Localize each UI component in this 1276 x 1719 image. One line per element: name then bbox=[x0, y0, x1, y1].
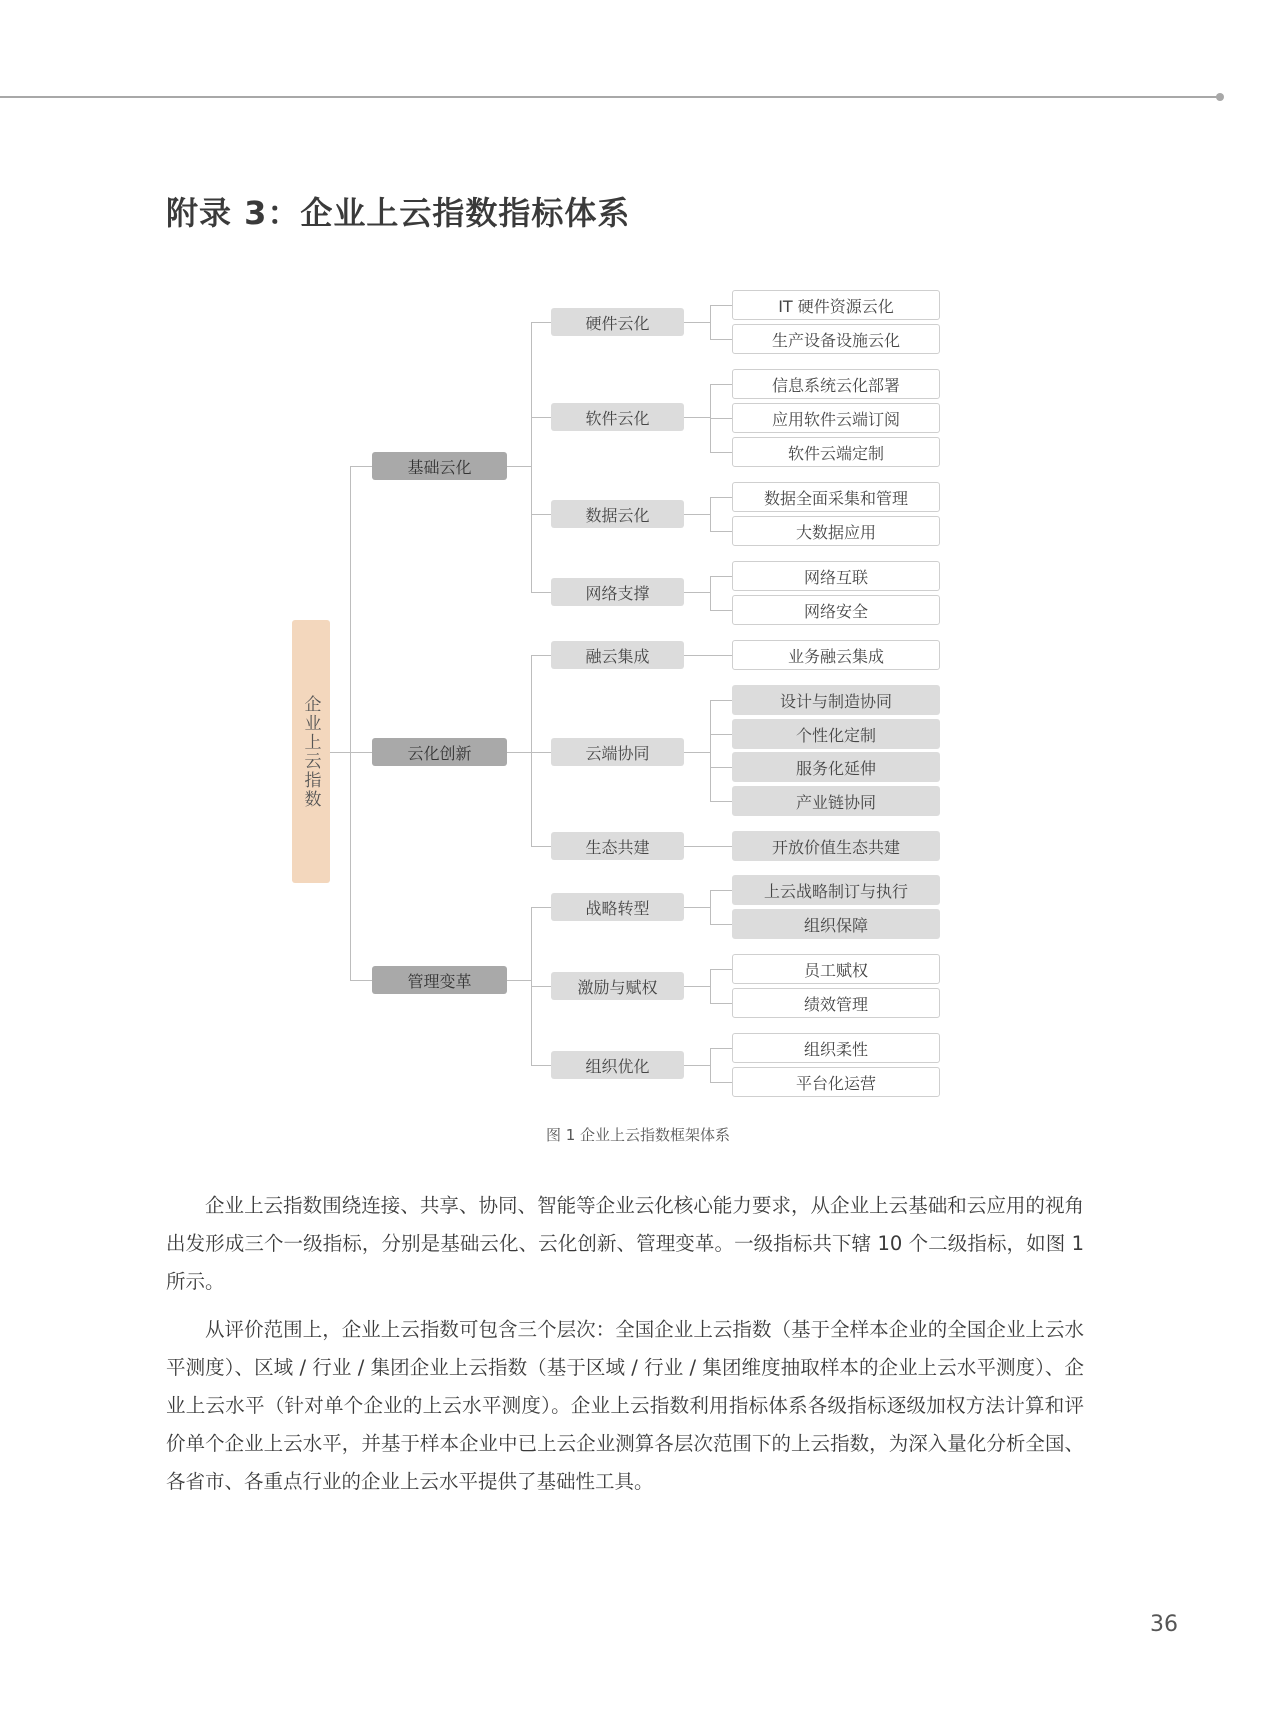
diagram-level3-node: 大数据应用 bbox=[732, 516, 940, 546]
connector-line bbox=[710, 924, 732, 925]
connector-line bbox=[710, 1082, 732, 1083]
figure-caption: 图 1 企业上云指数框架体系 bbox=[545, 1126, 731, 1144]
connector-line bbox=[710, 497, 732, 498]
connector-line bbox=[531, 846, 551, 847]
connector-line bbox=[531, 1065, 551, 1066]
connector-line bbox=[710, 418, 732, 419]
diagram-level1-node: 基础云化 bbox=[372, 452, 507, 480]
diagram-level2-node: 网络支撑 bbox=[551, 578, 684, 606]
connector-line bbox=[531, 322, 532, 592]
diagram-level3-node: 设计与制造协同 bbox=[732, 685, 940, 715]
connector-line bbox=[507, 980, 531, 981]
diagram-level2-node: 硬件云化 bbox=[551, 308, 684, 336]
diagram-level3-node: 生产设备设施云化 bbox=[732, 324, 940, 354]
connector-line bbox=[710, 1048, 711, 1082]
connector-line bbox=[684, 417, 710, 418]
diagram-level2-node: 生态共建 bbox=[551, 832, 684, 860]
connector-line bbox=[710, 1003, 732, 1004]
connector-line bbox=[710, 890, 732, 891]
diagram-level3-node: 软件云端定制 bbox=[732, 437, 940, 467]
connector-line bbox=[710, 576, 732, 577]
page-title: 附录 3：企业上云指数指标体系 bbox=[166, 194, 631, 232]
connector-line bbox=[531, 986, 551, 987]
diagram-level3-node: 应用软件云端订阅 bbox=[732, 403, 940, 433]
connector-line bbox=[684, 986, 710, 987]
diagram-level3-node: 产业链协同 bbox=[732, 786, 940, 816]
connector-line bbox=[684, 322, 710, 323]
connector-line bbox=[531, 655, 551, 656]
diagram-level3-node: IT 硬件资源云化 bbox=[732, 290, 940, 320]
diagram-level3-node: 服务化延伸 bbox=[732, 752, 940, 782]
connector-line bbox=[710, 767, 732, 768]
connector-line bbox=[684, 655, 732, 656]
diagram-level3-node: 组织保障 bbox=[732, 909, 940, 939]
connector-line bbox=[710, 801, 732, 802]
diagram-level3-node: 业务融云集成 bbox=[732, 640, 940, 670]
diagram-level3-node: 员工赋权 bbox=[732, 954, 940, 984]
connector-line bbox=[710, 734, 732, 735]
diagram-level3-node: 数据全面采集和管理 bbox=[732, 482, 940, 512]
connector-line bbox=[684, 1065, 710, 1066]
connector-line bbox=[684, 592, 710, 593]
connector-line bbox=[531, 417, 551, 418]
connector-line bbox=[684, 752, 710, 753]
body-paragraph: 从评价范围上，企业上云指数可包含三个层次：全国企业上云指数（基于全样本企业的全国企业上云水平测度）、区域 / 行业 / 集团企业上云指数（基于区域 / 行业 / 集团维度抽取样本的企业上云水平测度）、企业上云水平（针对单个企业的上云水平测度）。企业上云指数利用指标体系各级指标逐级加权方法计算和评价单个企业上云水平，并基于样本企业中已上云企业测算各层次范围下的上云指数，为深入量化分析全国、各省市、各重点行业的企业上云水平提供了基础性工具。 bbox=[166, 1318, 1084, 1493]
diagram-level2-node: 软件云化 bbox=[551, 403, 684, 431]
connector-line bbox=[710, 969, 732, 970]
diagram-level2-node: 组织优化 bbox=[551, 1051, 684, 1079]
diagram-level1-node: 管理变革 bbox=[372, 966, 507, 994]
connector-line bbox=[350, 466, 351, 980]
diagram-level1-node: 云化创新 bbox=[372, 738, 507, 766]
diagram-level3-node: 平台化运营 bbox=[732, 1067, 940, 1097]
diagram-level3-node: 网络互联 bbox=[732, 561, 940, 591]
connector-line bbox=[507, 466, 531, 467]
diagram-root-node: 企业上云指数 bbox=[292, 620, 330, 883]
diagram-level2-node: 云端协同 bbox=[551, 738, 684, 766]
body-paragraph: 企业上云指数围绕连接、共享、协同、智能等企业云化核心能力要求，从企业上云基础和云应用的视角出发形成三个一级指标，分别是基础云化、云化创新、管理变革。一级指标共下辖 10 个二级指标，如图 1 所示。 bbox=[166, 1194, 1084, 1293]
connector-line bbox=[684, 514, 710, 515]
connector-line bbox=[710, 969, 711, 1003]
connector-line bbox=[710, 497, 711, 531]
connector-line bbox=[684, 907, 710, 908]
connector-line bbox=[531, 514, 551, 515]
diagram-level3-node: 绩效管理 bbox=[732, 988, 940, 1018]
connector-line bbox=[531, 655, 532, 846]
connector-line bbox=[710, 1048, 732, 1049]
connector-line bbox=[710, 384, 732, 385]
connector-line bbox=[710, 531, 732, 532]
diagram-level3-node: 信息系统云化部署 bbox=[732, 369, 940, 399]
connector-line bbox=[531, 907, 551, 908]
diagram-level3-node: 上云战略制订与执行 bbox=[732, 875, 940, 905]
connector-line bbox=[710, 890, 711, 924]
diagram-level3-node: 组织柔性 bbox=[732, 1033, 940, 1063]
diagram-level3-node: 开放价值生态共建 bbox=[732, 831, 940, 861]
diagram-level3-node: 个性化定制 bbox=[732, 719, 940, 749]
connector-line bbox=[710, 700, 732, 701]
connector-line bbox=[507, 752, 551, 753]
connector-line bbox=[710, 576, 711, 610]
connector-line bbox=[710, 452, 732, 453]
connector-line bbox=[710, 305, 711, 339]
connector-line bbox=[684, 846, 732, 847]
connector-line bbox=[710, 339, 732, 340]
connector-line bbox=[531, 322, 551, 323]
diagram-level3-node: 网络安全 bbox=[732, 595, 940, 625]
connector-line bbox=[350, 752, 372, 753]
connector-line bbox=[531, 592, 551, 593]
diagram-level2-node: 激励与赋权 bbox=[551, 972, 684, 1000]
connector-line bbox=[350, 980, 372, 981]
connector-line bbox=[350, 466, 372, 467]
connector-line bbox=[710, 610, 732, 611]
diagram-level2-node: 融云集成 bbox=[551, 641, 684, 669]
diagram-level2-node: 数据云化 bbox=[551, 500, 684, 528]
page-number: 36 bbox=[1150, 1612, 1178, 1637]
connector-line bbox=[710, 700, 711, 801]
diagram-level2-node: 战略转型 bbox=[551, 893, 684, 921]
connector-line bbox=[330, 752, 350, 753]
connector-line bbox=[710, 305, 732, 306]
